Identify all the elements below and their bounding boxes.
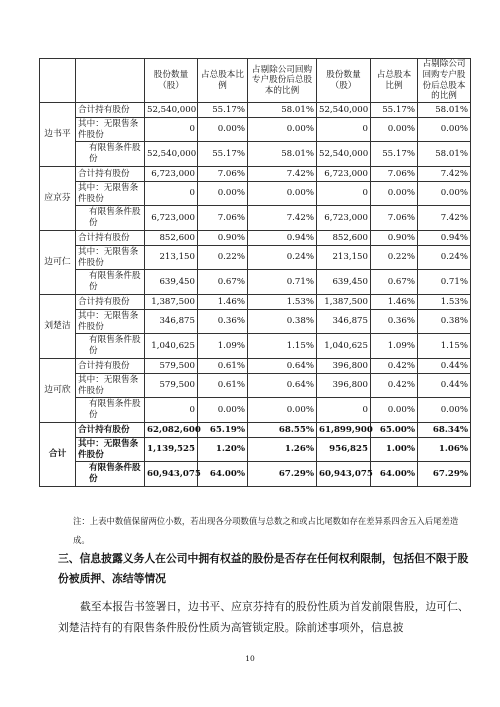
value-cell: 0.42% (371, 359, 418, 374)
value-cell: 68.34% (418, 423, 471, 438)
value-cell: 1.26% (248, 438, 317, 462)
value-cell: 1.20% (198, 438, 248, 462)
row-label-cell: 其中：无限售条件股份 (76, 182, 145, 206)
value-cell: 0.36% (371, 310, 418, 334)
value-cell: 0.22% (371, 246, 418, 270)
value-cell: 58.01% (418, 142, 471, 167)
value-cell: 346,875 (145, 310, 198, 334)
value-cell: 1.46% (371, 295, 418, 310)
header-cell: 占剔除公司回购专户股份后总股本的比例 (418, 59, 471, 103)
value-cell: 7.42% (248, 167, 317, 182)
value-cell: 396,800 (317, 359, 371, 374)
value-cell: 0 (317, 118, 371, 142)
value-cell: 852,600 (145, 231, 198, 246)
row-label-cell: 合计持有股份 (76, 295, 145, 310)
value-cell: 58.01% (418, 103, 471, 118)
value-cell: 396,800 (317, 374, 371, 398)
value-cell: 6,723,000 (317, 167, 371, 182)
header-cell: 占总股本比例 (371, 59, 418, 103)
value-cell: 1,139,525 (145, 438, 198, 462)
row-label-cell: 合计持有股份 (76, 359, 145, 374)
value-cell: 1,387,500 (317, 295, 371, 310)
value-cell: 0.00% (248, 118, 317, 142)
row-label-cell: 有限售条件股份 (76, 334, 145, 359)
value-cell: 346,875 (317, 310, 371, 334)
table-row (40, 310, 471, 334)
table-row (40, 423, 471, 438)
value-cell: 852,600 (317, 231, 371, 246)
holder-name-cell: 边可欣 (40, 359, 76, 423)
value-cell: 0.38% (418, 310, 471, 334)
header-cell: 占剔除公司回购专户股份后总股本的比例 (248, 59, 317, 103)
row-label-cell: 合计持有股份 (76, 231, 145, 246)
value-cell: 0 (317, 182, 371, 206)
value-cell: 0.00% (198, 182, 248, 206)
value-cell: 0.24% (418, 246, 471, 270)
value-cell: 956,825 (317, 438, 371, 462)
value-cell: 58.01% (248, 142, 317, 167)
value-cell: 0.22% (198, 246, 248, 270)
value-cell: 7.06% (371, 206, 418, 231)
value-cell: 7.06% (198, 206, 248, 231)
value-cell: 639,450 (317, 270, 371, 295)
value-cell: 579,500 (145, 359, 198, 374)
table-row (40, 246, 471, 270)
shareholding-table (39, 58, 471, 487)
value-cell: 0.71% (418, 270, 471, 295)
table-header-row (40, 59, 471, 103)
table-row (40, 438, 471, 462)
value-cell: 60,943,075 (317, 462, 371, 487)
body-paragraph: 截至本报告书签署日，边书平、应京芬持有的股份性质为首发前限售股，边可仁、刘楚洁持有的有限售条件股份性质为高管锁定股。除前述事项外，信息披 (58, 600, 469, 634)
table-row (40, 231, 471, 246)
value-cell: 1,387,500 (145, 295, 198, 310)
value-cell: 58.01% (248, 103, 317, 118)
value-cell: 1,040,625 (317, 334, 371, 359)
value-cell: 0.00% (418, 182, 471, 206)
value-cell: 0.64% (248, 359, 317, 374)
table-row (40, 334, 471, 359)
value-cell: 64.00% (198, 462, 248, 487)
value-cell: 213,150 (145, 246, 198, 270)
value-cell: 0.44% (418, 374, 471, 398)
value-cell: 0 (317, 398, 371, 423)
row-label-cell: 其中：无限售条件股份 (76, 246, 145, 270)
value-cell: 0.00% (248, 182, 317, 206)
row-label-cell: 有限售条件股份 (76, 462, 145, 487)
value-cell: 60,943,075 (145, 462, 198, 487)
value-cell: 1.06% (418, 438, 471, 462)
value-cell: 61,899,900 (317, 423, 371, 438)
value-cell: 65.00% (371, 423, 418, 438)
value-cell: 0.00% (248, 398, 317, 423)
value-cell: 68.55% (248, 423, 317, 438)
holder-name-cell: 边书平 (40, 103, 76, 167)
value-cell: 6,723,000 (317, 206, 371, 231)
value-cell: 0.00% (371, 118, 418, 142)
table-note: 注：上表中数值保留两位小数，若出现各分项数值与总数之和或占比尾数如存在差异系四舍五入后尾差造成。 (73, 516, 459, 545)
row-label-cell: 有限售条件股份 (76, 398, 145, 423)
table-row (40, 398, 471, 423)
value-cell: 0 (145, 118, 198, 142)
value-cell: 0.38% (248, 310, 317, 334)
value-cell: 52,540,000 (145, 142, 198, 167)
row-label-cell: 有限售条件股份 (76, 142, 145, 167)
row-label-cell: 合计持有股份 (76, 103, 145, 118)
value-cell: 1.00% (371, 438, 418, 462)
value-cell: 62,082,600 (145, 423, 198, 438)
table-row (40, 118, 471, 142)
holder-name-cell: 应京芬 (40, 167, 76, 231)
value-cell: 0.00% (371, 398, 418, 423)
value-cell: 67.29% (418, 462, 471, 487)
page-number: 10 (245, 654, 255, 663)
value-cell: 0.36% (198, 310, 248, 334)
value-cell: 1.15% (418, 334, 471, 359)
section-heading: 三、信息披露义务人在公司中拥有权益的股份是否存在任何权利限制，包括但不限于股份被质押、冻结等情况 (58, 552, 469, 585)
value-cell: 213,150 (317, 246, 371, 270)
value-cell: 1.53% (418, 295, 471, 310)
value-cell: 1.09% (198, 334, 248, 359)
table-row (40, 182, 471, 206)
table-row (40, 142, 471, 167)
value-cell: 1,040,625 (145, 334, 198, 359)
value-cell: 0 (145, 398, 198, 423)
row-label-cell: 有限售条件股份 (76, 270, 145, 295)
value-cell: 0.61% (198, 374, 248, 398)
value-cell: 0.90% (371, 231, 418, 246)
row-label-cell: 其中：无限售条件股份 (76, 310, 145, 334)
header-cell: 占总股本比例 (198, 59, 248, 103)
value-cell: 0.00% (198, 118, 248, 142)
value-cell: 52,540,000 (145, 103, 198, 118)
value-cell: 52,540,000 (317, 103, 371, 118)
value-cell: 6,723,000 (145, 167, 198, 182)
row-label-cell: 合计持有股份 (76, 423, 145, 438)
value-cell: 0.64% (248, 374, 317, 398)
header-cell: 股份数量（股） (145, 59, 198, 103)
value-cell: 0.90% (198, 231, 248, 246)
value-cell: 7.42% (418, 206, 471, 231)
value-cell: 0.94% (248, 231, 317, 246)
value-cell: 1.53% (248, 295, 317, 310)
value-cell: 1.15% (248, 334, 317, 359)
header-cell (40, 59, 76, 103)
holder-name-cell: 刘楚洁 (40, 295, 76, 359)
table-row (40, 359, 471, 374)
value-cell: 55.17% (198, 103, 248, 118)
value-cell: 0.00% (418, 398, 471, 423)
value-cell: 55.17% (198, 142, 248, 167)
value-cell: 64.00% (371, 462, 418, 487)
value-cell: 7.06% (371, 167, 418, 182)
value-cell: 55.17% (371, 103, 418, 118)
value-cell: 65.19% (198, 423, 248, 438)
table-row (40, 103, 471, 118)
row-label-cell: 其中：无限售条件股份 (76, 374, 145, 398)
value-cell: 0.00% (371, 182, 418, 206)
table-row (40, 462, 471, 487)
header-cell: 股份数量（股） (317, 59, 371, 103)
holder-name-cell: 边可仁 (40, 231, 76, 295)
value-cell: 0.24% (248, 246, 317, 270)
table-row (40, 270, 471, 295)
value-cell: 0.67% (198, 270, 248, 295)
header-cell (76, 59, 145, 103)
table-row (40, 206, 471, 231)
value-cell: 0.00% (418, 118, 471, 142)
table-row (40, 374, 471, 398)
value-cell: 0.71% (248, 270, 317, 295)
value-cell: 0.42% (371, 374, 418, 398)
value-cell: 0 (145, 182, 198, 206)
value-cell: 579,500 (145, 374, 198, 398)
row-label-cell: 合计持有股份 (76, 167, 145, 182)
value-cell: 55.17% (371, 142, 418, 167)
row-label-cell: 其中：无限售条件股份 (76, 438, 145, 462)
value-cell: 0.00% (198, 398, 248, 423)
value-cell: 0.61% (198, 359, 248, 374)
value-cell: 7.42% (248, 206, 317, 231)
table-row (40, 167, 471, 182)
holder-name-cell: 合计 (40, 423, 76, 487)
value-cell: 7.06% (198, 167, 248, 182)
value-cell: 7.42% (418, 167, 471, 182)
value-cell: 6,723,000 (145, 206, 198, 231)
row-label-cell: 其中：无限售条件股份 (76, 118, 145, 142)
table-row (40, 295, 471, 310)
value-cell: 0.44% (418, 359, 471, 374)
value-cell: 67.29% (248, 462, 317, 487)
value-cell: 52,540,000 (317, 142, 371, 167)
value-cell: 1.09% (371, 334, 418, 359)
value-cell: 0.67% (371, 270, 418, 295)
value-cell: 1.46% (198, 295, 248, 310)
row-label-cell: 有限售条件股份 (76, 206, 145, 231)
value-cell: 639,450 (145, 270, 198, 295)
value-cell: 0.94% (418, 231, 471, 246)
